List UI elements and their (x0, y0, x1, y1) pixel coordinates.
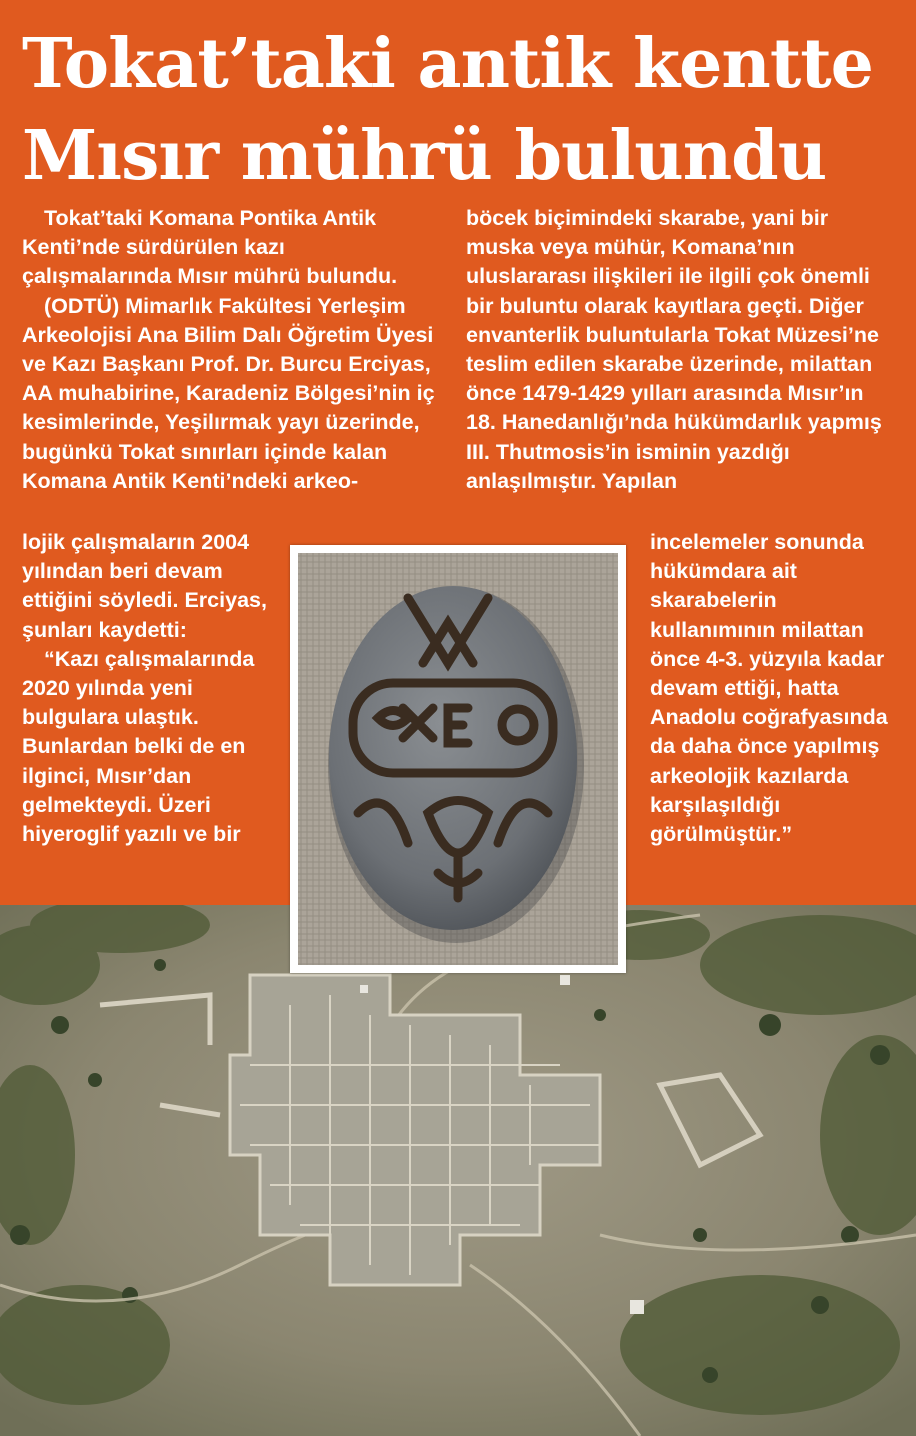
scarab-seal-photo (298, 553, 618, 965)
paragraph-continued: lojik çalışmaların 2004 yılından beri devam ettiğini söyledi. Erciyas, şunları kaydetti: (22, 530, 267, 642)
paragraph-quote: “Kazı çalışmalarında 2020 yılında yeni bulgulara ulaştık. Bunlardan belki de en ilginci, Mısır’dan gelmekteydi. Üzeri hiyeroglif yazılı ve bir (22, 646, 255, 847)
scarab-seal-graphic (298, 553, 618, 965)
body-column-left-top (22, 204, 440, 496)
aerial-photo-graphic (0, 905, 916, 1436)
excavation-aerial-photo (0, 905, 916, 1436)
body-column-right-top (466, 204, 886, 496)
paragraph-scarab: böcek biçimindeki skarabe, yani bir muska veya mühür, Komana’nın uluslararası ilişkileri ile ilgili çok önemli bir buluntu olarak kayıtlara geçti. Diğer envanterlik buluntularla Tokat Müzesi’ne teslim edilen skarabe üzerinde, milattan önce 1479-1429 yılları arasında Mısır’ın 18. Hanedanlığı’nda hükümdarlık yapmış III. Thutmosis’in isminin yazdığı anlaşılmıştır. Yapılan (466, 206, 882, 493)
scarab-photo-frame (290, 545, 626, 973)
paragraph-intro: Tokat’taki Komana Pontika Antik Kenti’nde sürdürülen kazı çalışmalarında Mısır mührü bulundu. (22, 206, 398, 289)
headline-line-2: Mısır mührü bulundu (22, 116, 827, 196)
headline-line-1: Tokat’taki antik kentte (22, 24, 873, 104)
headline (22, 18, 902, 202)
body-column-left-bottom (22, 528, 284, 849)
paragraph-conclusion: incelemeler sonunda hükümdara ait skarabelerin kullanımının milattan önce 4-3. yüzyıla kadar devam ettiği, hatta Anadolu coğrafyasında da daha önce yapılmış arkeolojik kazılarda karşılaşıldığı görülmüştür.” (650, 530, 888, 847)
paragraph-erciyas: (ODTÜ) Mimarlık Fakültesi Yerleşim Arkeolojisi Ana Bilim Dalı Öğretim Üyesi ve Kazı Başkanı Prof. Dr. Burcu Erciyas, AA muhabirine, Karadeniz Bölgesi’nin iç kesimlerinde, Yeşilırmak yayı üzerinde, bugünkü Tokat sınırları içinde kalan Komana Antik Kenti’ndeki arkeo- (22, 293, 435, 493)
body-column-right-bottom (650, 528, 890, 849)
